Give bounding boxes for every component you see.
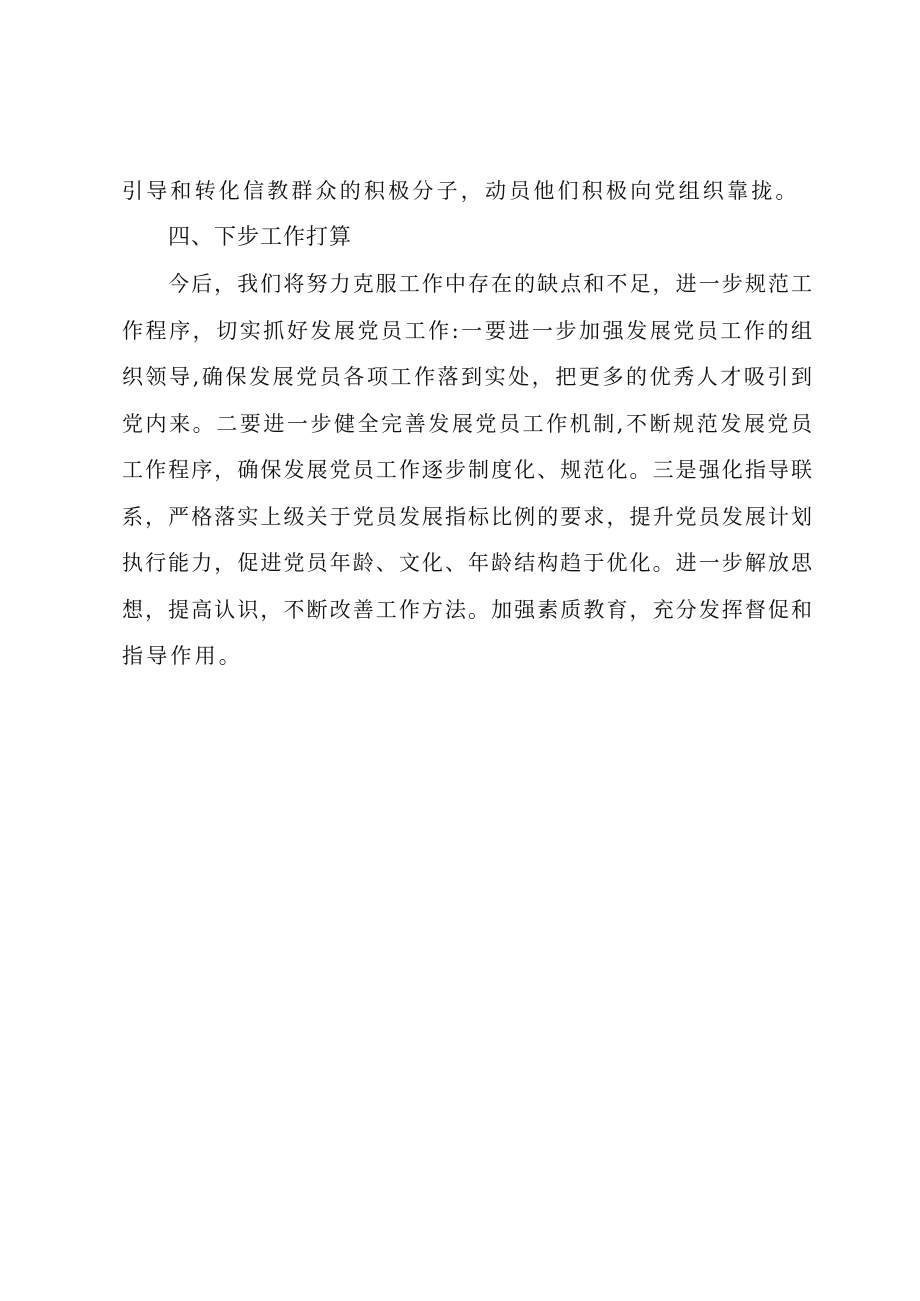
paragraph — [122, 261, 812, 680]
paragraph-line: 执行能力，促进党员年龄、文化、年龄结构趋于优化。进一步解放思 — [122, 551, 812, 575]
paragraph-line: 织领导,确保发展党员各项工作落到实处，把更多的优秀人才吸引到 — [122, 365, 812, 389]
paragraph-line: 指导作用。 — [122, 644, 243, 668]
section-heading: 四、下步工作打算 — [168, 224, 353, 250]
paragraph-line: 党内来。二要进一步健全完善发展党员工作机制,不断规范发展党员 — [122, 411, 812, 436]
paragraph-line: 系，严格落实上级关于党员发展指标比例的要求，提升党员发展计划 — [122, 504, 812, 529]
paragraph-line: 今后，我们将努力克服工作中存在的缺点和不足，进一步规范工 — [168, 272, 812, 296]
paragraph-line: 工作程序，确保发展党员工作逐步制度化、规范化。三是强化指导联 — [122, 458, 812, 482]
paragraph-line: 作程序，切实抓好发展党员工作:一要进一步加强发展党员工作的组 — [122, 318, 812, 343]
document-body — [122, 168, 812, 680]
continuation-line: 引导和转化信教群众的积极分子，动员他们积极向党组织靠拢。 — [122, 179, 800, 203]
paragraph-line: 想，提高认识，不断改善工作方法。加强素质教育，充分发挥督促和 — [122, 597, 812, 622]
